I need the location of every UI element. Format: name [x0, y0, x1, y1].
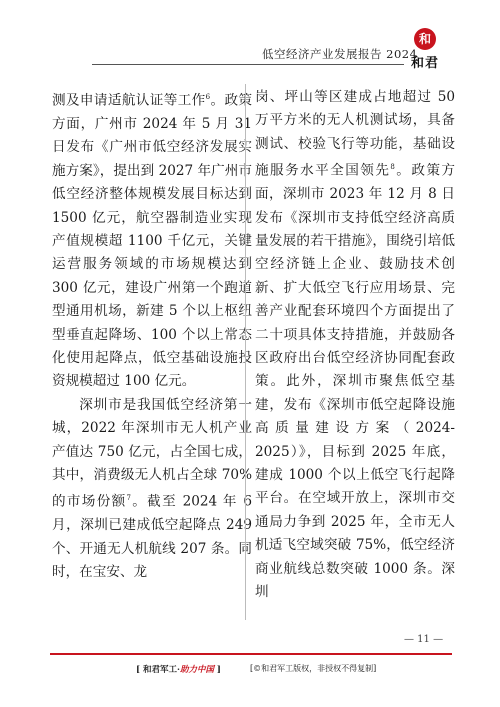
- footnote-ref: 8: [390, 163, 395, 172]
- footnote-ref: 6: [205, 93, 211, 101]
- page-header: [0, 0, 500, 80]
- left-column: [52, 86, 252, 585]
- copyright-notice: [©和君军工版权，非授权不得复制]: [250, 664, 377, 673]
- paragraph-shenzhen-policy: 岗、坪山等区建成占地超过 50 万平方米的无人机测试场，具备测试、校验飞行等功能，基础设施服务水平全国领先$^8$。政策方面，深圳市 2023 年 12 月 8 日发布《深圳市支持低空经济高质量发展的若干措施》，围绕引培低空经济链上企业、鼓励技术创新、扩大低空飞行应用场景、完善产业配套环境四个方面提出了二十项具体支持措施，并鼓励各区政府出台低空经济协同配套政策。此外，深圳市聚焦低空基建，发布《深圳市低空起降设施高质量建设方案（2024-2025）》，目标到 2025 年底，建成 1000 个以上低空飞行起降平台。在空域开放上，深圳市交通局力争到 2025 年，全市无人机适飞空域突破 75%，低空经济商业航线总数突破 1000 条。深圳: [255, 89, 456, 601]
- footer-brand: [ 和君军工·助力中国 ]: [136, 665, 221, 675]
- paragraph-shenzhen-intro: 深圳市是我国低空经济第一城，2022 年深圳市无人机产业产值达 750 亿元，占全国七成，其中，消费级无人机占全球 70% 的市场份额$^7$。截至 2024 年 6 月，深圳已建成低空起降点 249 个、开通无人机航线 207 条。同时，在宝安、龙: [52, 396, 252, 581]
- footnote-ref: 7: [126, 494, 131, 503]
- paragraph-guangzhou: 测及申请适航认证等工作$^6$。政策方面，广州市 2024 年 5 月 31 日发布《广州市低空经济发展实施方案》，提出到 2027 年广州市低空经济整体规模发展目标达到 1500 亿元，航空器制造业实现产值规模超 1100 千亿元，关键运营服务领域的市场规模达到 300 亿元，建设广州第一个跑道型通用机场，新建 5 个以上枢纽型垂直起降场、100 个以上常态化使用起降点，低空基础设施投资规模超过 100 亿元。: [52, 92, 253, 390]
- logo-text: 和君: [410, 56, 439, 71]
- logo-seal-icon: 和: [414, 28, 436, 50]
- page-number: — 11 —: [404, 634, 444, 645]
- footer-divider: [50, 653, 452, 655]
- right-column: [255, 86, 455, 604]
- report-title: 低空经济产业发展报告 2024: [262, 47, 418, 61]
- column-divider: [245, 84, 246, 620]
- footer-slogan: 助力中国: [179, 665, 214, 675]
- company-logo: [402, 28, 448, 74]
- header-divider: [92, 64, 404, 65]
